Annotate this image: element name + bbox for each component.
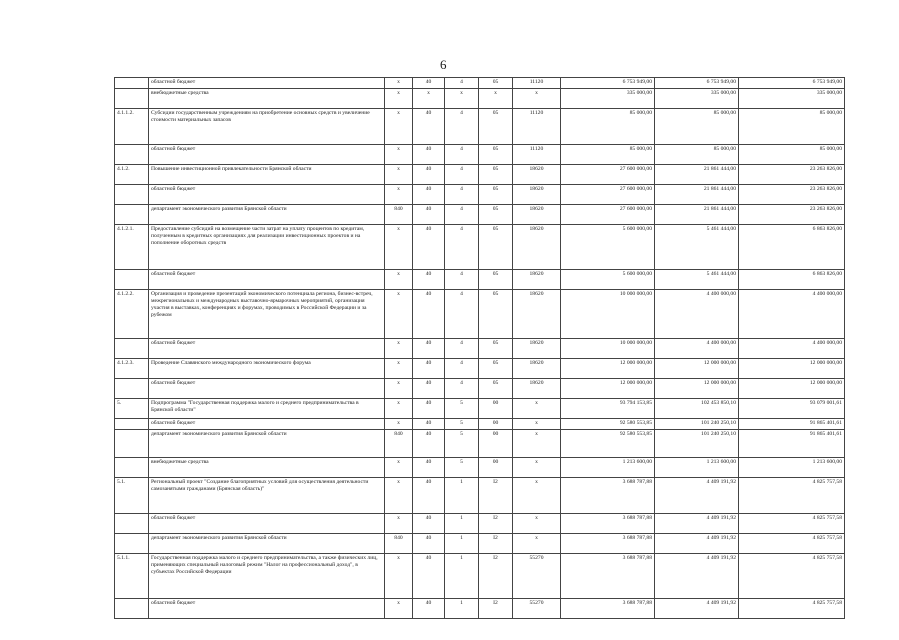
table-row: [115, 225, 845, 270]
value-year-1: 5 600 000,00: [561, 225, 655, 270]
event-code: 05: [479, 379, 513, 399]
event-code: 05: [479, 78, 513, 89]
row-number: [115, 270, 149, 290]
row-number: [115, 599, 149, 619]
value-year-1: 3 688 787,88: [561, 478, 655, 514]
row-number: [115, 419, 149, 430]
value-year-1: 93 794 153,85: [561, 399, 655, 419]
program-code: 40: [413, 554, 445, 599]
row-name: внебюджетные средства: [149, 458, 385, 478]
row-number: 4.1.2.3.: [115, 359, 149, 379]
event-code: 05: [479, 205, 513, 225]
direction-code: х: [513, 430, 561, 458]
row-name: областной бюджет: [149, 78, 385, 89]
row-number: 5.: [115, 399, 149, 419]
direction-code: 18620: [513, 185, 561, 205]
table-row: [115, 514, 845, 534]
row-number: [115, 514, 149, 534]
value-year-2: 101 240 250,10: [655, 419, 739, 430]
subprogram-code: 4: [445, 165, 479, 185]
subprogram-code: 1: [445, 599, 479, 619]
row-number: [115, 185, 149, 205]
value-year-3: 85 000,00: [739, 109, 845, 145]
grbs-code: х: [385, 478, 413, 514]
value-year-2: 6 753 949,00: [655, 78, 739, 89]
event-code: х: [479, 89, 513, 109]
row-name: областной бюджет: [149, 185, 385, 205]
row-number: [115, 78, 149, 89]
row-name: областной бюджет: [149, 419, 385, 430]
subprogram-code: 4: [445, 185, 479, 205]
event-code: I2: [479, 599, 513, 619]
table-row: [115, 458, 845, 478]
program-code: 40: [413, 290, 445, 339]
direction-code: 18620: [513, 359, 561, 379]
value-year-1: 5 600 000,00: [561, 270, 655, 290]
direction-code: 18620: [513, 205, 561, 225]
direction-code: 18620: [513, 270, 561, 290]
table-row: [115, 379, 845, 399]
value-year-2: 4 400 000,00: [655, 290, 739, 339]
event-code: 00: [479, 430, 513, 458]
program-code: 40: [413, 359, 445, 379]
value-year-2: 1 213 600,00: [655, 458, 739, 478]
grbs-code: х: [385, 339, 413, 359]
event-code: 05: [479, 165, 513, 185]
direction-code: х: [513, 458, 561, 478]
program-code: 40: [413, 270, 445, 290]
program-code: 40: [413, 225, 445, 270]
program-code: 40: [413, 514, 445, 534]
direction-code: 18620: [513, 290, 561, 339]
row-number: [115, 89, 149, 109]
grbs-code: х: [385, 419, 413, 430]
program-code: 40: [413, 430, 445, 458]
row-name: областной бюджет: [149, 599, 385, 619]
row-name: Повышение инвестиционной привлекательности Брянской области: [149, 165, 385, 185]
table-row: [115, 534, 845, 554]
value-year-2: 335 000,00: [655, 89, 739, 109]
row-number: 4.1.2.1.: [115, 225, 149, 270]
value-year-1: 12 000 000,00: [561, 379, 655, 399]
value-year-3: 23 263 826,00: [739, 205, 845, 225]
value-year-3: 4 400 000,00: [739, 339, 845, 359]
row-name: областной бюджет: [149, 379, 385, 399]
value-year-2: 102 453 850,10: [655, 399, 739, 419]
row-name: Предоставление субсидий на возмещение части затрат на уплату процентов по кредитам, полученным в кредитных организациях для реализации инвестиционных проектов и на пополнение оборотных средств: [149, 225, 385, 270]
subprogram-code: 4: [445, 78, 479, 89]
value-year-3: 4 825 757,58: [739, 478, 845, 514]
value-year-1: 85 000,00: [561, 109, 655, 145]
event-code: 05: [479, 225, 513, 270]
event-code: I2: [479, 478, 513, 514]
row-name: областной бюджет: [149, 145, 385, 165]
value-year-2: 4 400 000,00: [655, 339, 739, 359]
program-code: 40: [413, 379, 445, 399]
value-year-2: 4 409 191,92: [655, 599, 739, 619]
row-number: [115, 534, 149, 554]
row-name: Организация и проведение презентаций экономического потенциала региона, бизнес-встреч, межрегиональных и международных выставочно-ярмарочных мероприятий, организация участия в выставках, конференциях и форумах, проводимых в Российской Федерации и за рубежом: [149, 290, 385, 339]
row-number: [115, 379, 149, 399]
program-code: 40: [413, 478, 445, 514]
direction-code: х: [513, 89, 561, 109]
grbs-code: х: [385, 379, 413, 399]
event-code: 00: [479, 399, 513, 419]
program-code: 40: [413, 458, 445, 478]
row-number: [115, 339, 149, 359]
direction-code: х: [513, 419, 561, 430]
program-code: 40: [413, 599, 445, 619]
table-row: [115, 359, 845, 379]
value-year-2: 4 409 191,92: [655, 534, 739, 554]
grbs-code: х: [385, 270, 413, 290]
direction-code: х: [513, 514, 561, 534]
row-name: Проведение Славянского международного экономического форума: [149, 359, 385, 379]
event-code: I2: [479, 514, 513, 534]
direction-code: 18620: [513, 339, 561, 359]
subprogram-code: 1: [445, 534, 479, 554]
value-year-2: 21 861 444,00: [655, 205, 739, 225]
value-year-2: 5 461 444,00: [655, 225, 739, 270]
row-number: 5.1.1.: [115, 554, 149, 599]
value-year-1: 10 000 000,00: [561, 290, 655, 339]
value-year-1: 3 688 787,88: [561, 534, 655, 554]
row-name: внебюджетные средства: [149, 89, 385, 109]
program-code: 40: [413, 145, 445, 165]
row-name: департамент экономического развития Брянской области: [149, 205, 385, 225]
row-number: [115, 205, 149, 225]
value-year-1: 12 000 000,00: [561, 359, 655, 379]
value-year-2: 85 000,00: [655, 145, 739, 165]
value-year-2: 21 861 444,00: [655, 185, 739, 205]
program-code: 40: [413, 109, 445, 145]
value-year-3: 4 825 757,58: [739, 514, 845, 534]
value-year-1: 3 688 787,88: [561, 514, 655, 534]
grbs-code: х: [385, 399, 413, 419]
event-code: 05: [479, 109, 513, 145]
subprogram-code: 4: [445, 379, 479, 399]
row-name: Подпрограмма "Государственная поддержка малого и среднего предпринимательства в Брянской области": [149, 399, 385, 419]
subprogram-code: 4: [445, 145, 479, 165]
event-code: 05: [479, 359, 513, 379]
table-row: [115, 478, 845, 514]
subprogram-code: 5: [445, 399, 479, 419]
row-number: 5.1.: [115, 478, 149, 514]
table-row: [115, 430, 845, 458]
value-year-3: 6 863 826,00: [739, 225, 845, 270]
table-row: [115, 339, 845, 359]
row-number: 4.1.1.2.: [115, 109, 149, 145]
value-year-2: 4 409 191,92: [655, 514, 739, 534]
row-name: областной бюджет: [149, 514, 385, 534]
value-year-1: 3 688 787,88: [561, 599, 655, 619]
program-code: 40: [413, 78, 445, 89]
value-year-3: 335 000,00: [739, 89, 845, 109]
direction-code: х: [513, 534, 561, 554]
grbs-code: х: [385, 514, 413, 534]
value-year-2: 85 000,00: [655, 109, 739, 145]
value-year-2: 101 240 250,10: [655, 430, 739, 458]
table-row: [115, 270, 845, 290]
subprogram-code: 4: [445, 290, 479, 339]
subprogram-code: 4: [445, 225, 479, 270]
direction-code: 55270: [513, 554, 561, 599]
value-year-3: 4 825 757,58: [739, 599, 845, 619]
value-year-1: 85 000,00: [561, 145, 655, 165]
value-year-3: 6 753 949,00: [739, 78, 845, 89]
value-year-3: 23 263 826,00: [739, 185, 845, 205]
event-code: 05: [479, 339, 513, 359]
table-row: [115, 78, 845, 89]
subprogram-code: 1: [445, 478, 479, 514]
value-year-3: 4 400 000,00: [739, 290, 845, 339]
value-year-3: 12 000 000,00: [739, 379, 845, 399]
value-year-1: 27 600 000,00: [561, 185, 655, 205]
table-row: [115, 419, 845, 430]
value-year-3: 4 825 757,58: [739, 534, 845, 554]
subprogram-code: 4: [445, 270, 479, 290]
value-year-1: 27 600 000,00: [561, 205, 655, 225]
direction-code: 11120: [513, 78, 561, 89]
grbs-code: х: [385, 165, 413, 185]
value-year-2: 4 409 191,92: [655, 478, 739, 514]
value-year-3: 4 825 757,58: [739, 554, 845, 599]
subprogram-code: 5: [445, 430, 479, 458]
value-year-3: 12 000 000,00: [739, 359, 845, 379]
table-row: [115, 205, 845, 225]
value-year-1: 1 213 600,00: [561, 458, 655, 478]
value-year-1: 335 000,00: [561, 89, 655, 109]
direction-code: 55270: [513, 599, 561, 619]
event-code: 00: [479, 458, 513, 478]
grbs-code: х: [385, 290, 413, 339]
subprogram-code: 4: [445, 205, 479, 225]
event-code: 00: [479, 419, 513, 430]
value-year-3: 91 865 401,61: [739, 430, 845, 458]
row-number: 4.1.2.: [115, 165, 149, 185]
program-code: 40: [413, 185, 445, 205]
subprogram-code: х: [445, 89, 479, 109]
program-code: 40: [413, 419, 445, 430]
subprogram-code: 4: [445, 109, 479, 145]
row-name: Государственная поддержка малого и среднего предпринимательства, а также физических лиц, применяющих специальный налоговый режим "Налог на профессиональный доход", в субъектах Российской Федерации: [149, 554, 385, 599]
value-year-1: 92 580 553,85: [561, 419, 655, 430]
grbs-code: х: [385, 78, 413, 89]
program-code: 40: [413, 205, 445, 225]
table-row: [115, 599, 845, 619]
row-name: Региональный проект "Создание благоприятных условий для осуществления деятельности самозанятыми гражданами (Брянская область)": [149, 478, 385, 514]
row-number: [115, 458, 149, 478]
grbs-code: х: [385, 145, 413, 165]
budget-table: [114, 77, 845, 619]
value-year-3: 85 000,00: [739, 145, 845, 165]
event-code: 05: [479, 270, 513, 290]
value-year-3: 6 863 826,00: [739, 270, 845, 290]
table-row: [115, 165, 845, 185]
table-row: [115, 89, 845, 109]
value-year-2: 12 000 000,00: [655, 379, 739, 399]
event-code: 05: [479, 145, 513, 165]
value-year-1: 10 000 000,00: [561, 339, 655, 359]
subprogram-code: 4: [445, 339, 479, 359]
direction-code: 11120: [513, 145, 561, 165]
value-year-2: 4 409 191,92: [655, 554, 739, 599]
event-code: 05: [479, 185, 513, 205]
program-code: 40: [413, 534, 445, 554]
grbs-code: х: [385, 89, 413, 109]
row-name: департамент экономического развития Брянской области: [149, 534, 385, 554]
value-year-1: 92 580 553,85: [561, 430, 655, 458]
grbs-code: 840: [385, 205, 413, 225]
row-name: областной бюджет: [149, 270, 385, 290]
direction-code: 18620: [513, 379, 561, 399]
grbs-code: х: [385, 599, 413, 619]
grbs-code: х: [385, 225, 413, 270]
value-year-1: 6 753 949,00: [561, 78, 655, 89]
direction-code: х: [513, 399, 561, 419]
grbs-code: х: [385, 359, 413, 379]
value-year-1: 3 688 787,88: [561, 554, 655, 599]
program-code: 40: [413, 399, 445, 419]
row-number: 4.1.2.2.: [115, 290, 149, 339]
program-code: х: [413, 89, 445, 109]
subprogram-code: 4: [445, 359, 479, 379]
grbs-code: х: [385, 458, 413, 478]
grbs-code: х: [385, 109, 413, 145]
direction-code: 11120: [513, 109, 561, 145]
row-name: областной бюджет: [149, 339, 385, 359]
subprogram-code: 5: [445, 458, 479, 478]
table-row: [115, 554, 845, 599]
row-name: департамент экономического развития Брянской области: [149, 430, 385, 458]
grbs-code: х: [385, 185, 413, 205]
value-year-2: 5 461 444,00: [655, 270, 739, 290]
subprogram-code: 1: [445, 514, 479, 534]
value-year-3: 91 865 401,61: [739, 419, 845, 430]
table-row: [115, 290, 845, 339]
value-year-1: 27 600 000,00: [561, 165, 655, 185]
row-number: [115, 430, 149, 458]
program-code: 40: [413, 165, 445, 185]
table-row: [115, 185, 845, 205]
grbs-code: 840: [385, 430, 413, 458]
subprogram-code: 5: [445, 419, 479, 430]
event-code: I2: [479, 554, 513, 599]
row-name: Субсидии государственным учреждениям на приобретение основных средств и увеличение стоимости материальных запасов: [149, 109, 385, 145]
grbs-code: 840: [385, 534, 413, 554]
table-row: [115, 399, 845, 419]
direction-code: 18620: [513, 225, 561, 270]
page-number: 6: [440, 57, 447, 72]
subprogram-code: 1: [445, 554, 479, 599]
program-code: 40: [413, 339, 445, 359]
grbs-code: х: [385, 554, 413, 599]
direction-code: х: [513, 478, 561, 514]
value-year-3: 93 079 001,61: [739, 399, 845, 419]
value-year-3: 1 213 600,00: [739, 458, 845, 478]
value-year-3: 23 263 826,00: [739, 165, 845, 185]
value-year-2: 12 000 000,00: [655, 359, 739, 379]
event-code: 05: [479, 290, 513, 339]
table-row: [115, 145, 845, 165]
event-code: I2: [479, 534, 513, 554]
table-row: [115, 109, 845, 145]
row-number: [115, 145, 149, 165]
direction-code: 18620: [513, 165, 561, 185]
value-year-2: 21 861 444,00: [655, 165, 739, 185]
